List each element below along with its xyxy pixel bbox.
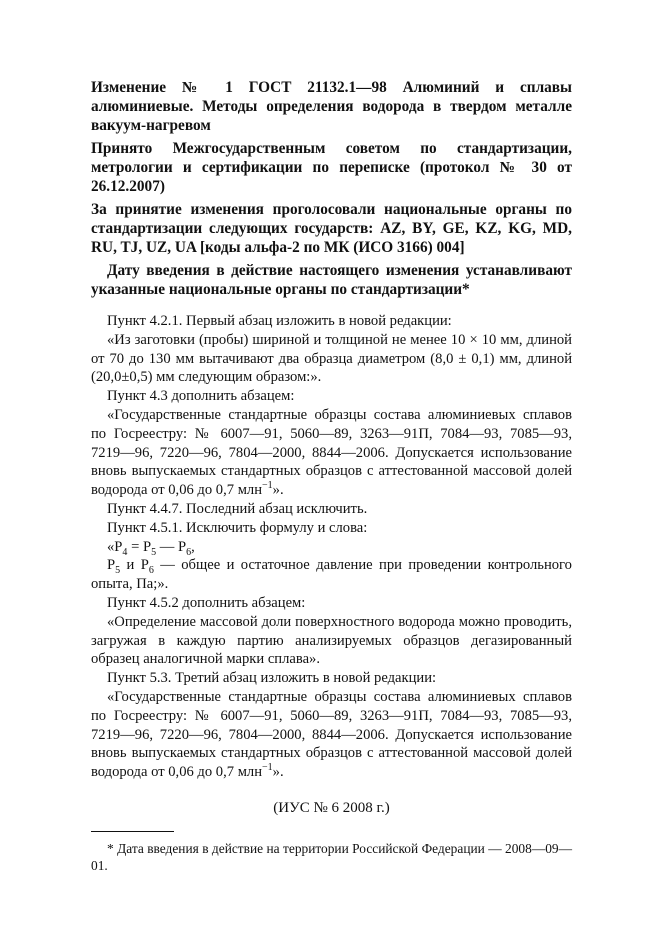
subscript: 4 xyxy=(122,546,128,558)
paragraph: Пункт 4.5.1. Исключить формулу и слова: xyxy=(107,519,368,536)
formula-part: — общее и остаточное давление при проведении контрольного опыта, Па;». xyxy=(91,557,572,593)
footnote-divider xyxy=(91,831,174,832)
paragraph: Пункт 5.3. Третий абзац изложить в новой редакции: xyxy=(107,670,437,687)
subscript: 5 xyxy=(151,546,157,558)
paragraph: «Из заготовки (пробы) шириной и толщиной не менее 10 × 10 мм, длиной от 70 до 130 мм вытачивают два образца диаметром (8,0 ± 0,1) мм, длиной (20,0±0,5) мм следующим образом:». xyxy=(91,331,572,386)
formula-explanation xyxy=(91,556,572,594)
footnote: * Дата введения в действие на территории Российской Федерации — 2008—09—01. xyxy=(91,840,572,873)
paragraph: Пункт 4.4.7. Последний абзац исключить. xyxy=(107,500,368,517)
formula-part: «P xyxy=(107,538,123,555)
date-note: Дату введения в действие настоящего изменения устанавливают указанные национальные органы по стандартизации* xyxy=(91,262,572,298)
formula-part: , xyxy=(191,538,195,555)
amendment-body xyxy=(91,312,572,782)
formula-part: — P xyxy=(156,538,187,555)
formula xyxy=(91,538,572,557)
subscript: 6 xyxy=(186,546,192,558)
adoption-note: Принято Межгосударственным советом по стандартизации, метрологии и сертификации по переписке (протокол № 30 от 26.12.2007) xyxy=(91,140,572,195)
paragraph: «Определение массовой доли поверхностного водорода можно проводить, загружая в каждую партию анализируемых образцов дегазированный образец аналогичной марки сплава». xyxy=(91,613,572,668)
subscript: 5 xyxy=(115,565,121,577)
superscript: −1 xyxy=(262,480,273,492)
paragraph: Пункт 4.2.1. Первый абзац изложить в новой редакции: xyxy=(107,313,452,329)
paragraph-end: ». xyxy=(272,482,284,499)
formula-part: = P xyxy=(127,538,152,555)
document-page xyxy=(91,78,572,887)
paragraph xyxy=(91,406,572,500)
paragraph xyxy=(91,688,572,782)
paragraph-text: «Государственные стандартные образцы состава алюминиевых сплавов по Госреестру: № 6007—91, 5060—89, 3263—91П, 7084—93, 7085—93, 7219—96, 7220—96, 7804—2000, 8844—2006. Допускается использование вновь выпускаемых стандартных образцов с аттестованной массовой долей водорода от 0,06 до 0,7 млн xyxy=(91,406,572,499)
paragraph: Пункт 4.5.2 дополнить абзацем: xyxy=(107,594,306,611)
ius-reference: (ИУС № 6 2008 г.) xyxy=(273,799,390,816)
paragraph-end: ». xyxy=(272,764,284,781)
subscript: 6 xyxy=(148,565,154,577)
voting-states: За принятие изменения проголосовали национальные органы по стандартизации следующих государств: AZ, BY, GE, KZ, KG, MD, RU, TJ, UZ, UA [коды альфа-2 по МК (ИСО 3166) 004] xyxy=(91,201,572,256)
formula-part: и P xyxy=(120,557,149,574)
formula-part: P xyxy=(107,557,116,574)
paragraph: Пункт 4.3 дополнить абзацем: xyxy=(107,388,295,405)
paragraph-text: «Государственные стандартные образцы состава алюминиевых сплавов по Госреестру: № 6007—91, 5060—89, 3263—91П, 7084—93, 7085—93, 7219—96, 7220—96, 7804—2000, 8844—2006. Допускается использование вновь выпускаемых стандартных образцов с аттестованной массовой долей водорода от 0,06 до 0,7 млн xyxy=(91,688,572,781)
amendment-title: Изменение № 1 ГОСТ 21132.1—98 Алюминий и сплавы алюминиевые. Методы определения водорода в твердом металле вакуум-нагревом xyxy=(91,79,572,134)
superscript: −1 xyxy=(262,762,273,774)
